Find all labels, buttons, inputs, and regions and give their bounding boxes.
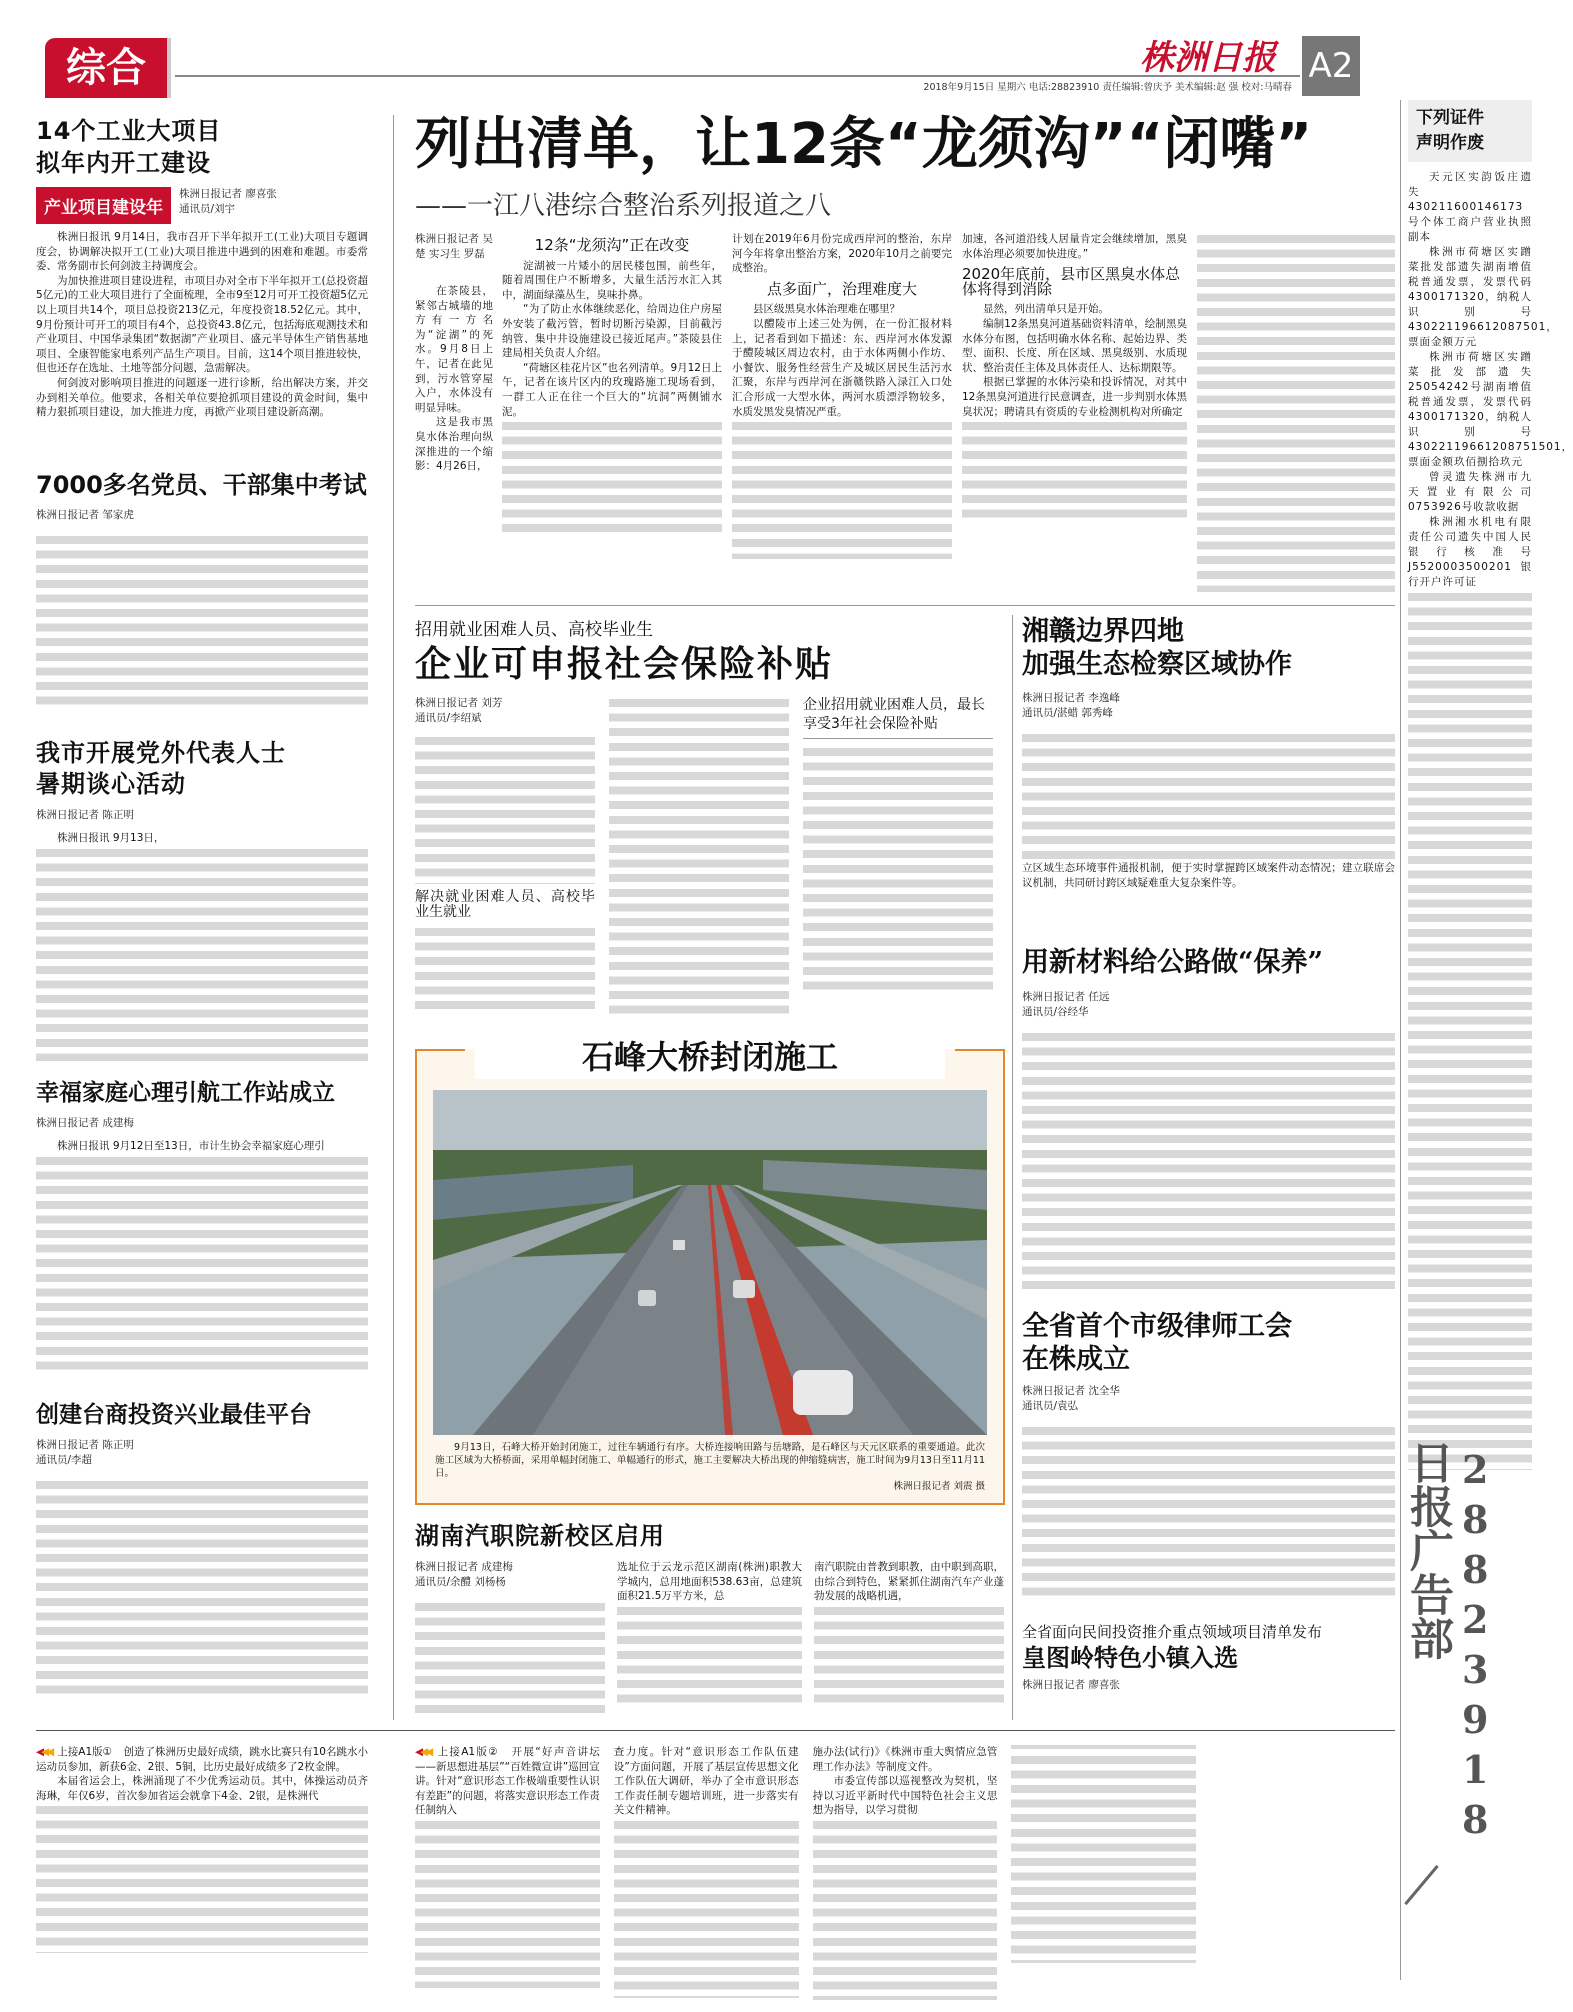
kicker: 全省面向民间投资推介重点领域项目清单发布	[1022, 1623, 1323, 1641]
subheading: 点多面广，治理难度大	[766, 279, 917, 298]
article-xianggan	[1022, 615, 1395, 890]
lead-col-5	[1197, 232, 1395, 592]
paragraph: “为了防止水体继续恶化，给周边住户房屋外安装了截污管，暂时切断污染源，目前截污纳管、集中井设施建设已接近尾声。”茶陵县住建局相关负责人介绍。	[502, 303, 722, 360]
newspaper-logo: 株洲日报	[1140, 38, 1276, 78]
article-exam	[36, 468, 368, 708]
article-non-party	[36, 738, 368, 1061]
byline: 株洲日报记者 邹家虎	[36, 509, 134, 521]
caption-text: 9月13日，石峰大桥开始封闭施工，过往车辆通行有序。大桥连接响田路与岳塘路，是石峰区与天元区联系的重要通道。此次施工区域为大桥桥面，采用单幅封闭施工、单幅通行的形式，施工主要解决大桥出现的伸缩缝病害，施工时间为9月13日至11月11日。	[435, 1442, 985, 1479]
paragraph: 株洲日报讯 9月14日，我市召开下半年拟开工(工业)大项目专题调度会，协调解决拟开工(工业)大项目推进中遇到的困难和难题。市委常委、常务副市长何剑波主持调度会。	[36, 231, 368, 273]
notice-item: 株洲湘水机电有限责任公司遗失中国人民银行核准号J5520003500201银行开户许可证	[1408, 516, 1532, 588]
jump-label: 上接A1版②	[436, 1746, 499, 1758]
byline: 株洲日报记者 廖喜张	[1022, 1679, 1120, 1691]
paragraph: 选址位于云龙示范区湖南(株洲)职教大学城内，总用地面积538.63亩，总建筑面积21.5万平方米，总	[617, 1561, 802, 1603]
section-rule	[36, 1730, 1395, 1731]
byline: 株洲日报记者 刘芳	[415, 697, 503, 709]
ad-department-label: 日报广告部	[1402, 1440, 1453, 1660]
paragraph: “荷塘区桂花片区”也名列清单。9月12日上午，记者在该片区内的玫瑰路施工现场看到，一群工人正在往一个巨大的“坑洞”两侧铺水泥。	[502, 361, 722, 418]
masthead-rule	[175, 75, 1300, 77]
notices-header	[1408, 100, 1532, 162]
headline: 湘赣边界四地	[1022, 616, 1184, 647]
byline: 通讯员/余醴 刘杨杨	[415, 1576, 506, 1588]
headline: 用新材料给公路做“保养”	[1022, 947, 1324, 978]
paragraph: 显然，列出清单只是开始。	[983, 303, 1109, 316]
dateline: 2018年9月15日 星期六 电话:28823910 责任编辑:曾庆予 美术编辑:赵 强 校对:马晴春	[923, 82, 1292, 93]
byline: 通讯员/刘宇	[179, 203, 236, 215]
jump-label: 上接A1版①	[57, 1746, 113, 1758]
column-tag: 产业项目建设年	[36, 187, 171, 224]
paragraph: 县区级黑臭水体治理难在哪里？	[753, 303, 900, 316]
headline: 我市开展党外代表人士	[36, 739, 286, 767]
paragraph: 施办法(试行)》《株洲市重大舆情应急管理工作办法》等制度文件。	[812, 1746, 998, 1773]
byline: 株洲日报记者 吴楚 实习生 罗磊	[415, 233, 493, 260]
notices-title: 声明作废	[1416, 133, 1484, 153]
byline: 株洲日报记者 陈正明	[36, 809, 134, 821]
headline: 皇图岭特色小镇入选	[1022, 1643, 1238, 1672]
continued-arrow-icon: ◀◀◀	[415, 1746, 431, 1758]
paragraph: 为加快推进项目建设进程，市项目办对全市下半年拟开工(总投资超5亿元)的工业大项目进行了全面梳理，全市9至12月可开工投资超5亿元以上项目共14个，项目总投资213亿元，年度投资18.52亿元。其中，9月份预计可开工的项目有4个，总投资43.8亿元，包括海底观测技术和产业项目、中国华录集团“数据湖”产业项目、盛元半导体生产销售基地项目、全康智能家电系列产品生产项目。目前，这14个项目推进较快，但也还存在选址、土地等部分问题，急需解决。	[36, 274, 368, 375]
article-taiwan-investment	[36, 1400, 368, 1698]
article-family-station	[36, 1078, 368, 1374]
paragraph: 根据已掌握的水体污染和投诉情况，对其中12条黑臭河道进行民意调查，进一步判别水体黑臭状况；聘请具有资质的专业检测机构对所确定	[962, 376, 1187, 418]
lead-col-4	[962, 232, 1187, 597]
paragraph: 查力度。针对“意识形态工作队伍建设”方面问题，开展了基层宣传思想文化工作队伍大调研，举办了全市意识形态工作责任制专题培训班，进一步落实有关文件精神。	[613, 1746, 799, 1817]
article-industrial-projects	[36, 115, 368, 442]
ad-phone: 28823918	[1462, 1447, 1489, 1842]
headline: 暑期谈心活动	[36, 770, 186, 798]
column-rule	[393, 115, 394, 1720]
article-body	[36, 1478, 368, 1698]
byline: 株洲日报记者 沈全华	[1022, 1385, 1120, 1397]
subheading: 2020年底前，县市区黑臭水体总体将得到消除	[962, 265, 1181, 298]
article-road-material	[1022, 946, 1395, 1290]
notice-item: 曾灵遗失株洲市九天置业有限公司0753926号收款收据	[1408, 471, 1532, 513]
byline: 株洲日报记者 成建梅	[36, 1117, 134, 1129]
subheading: 12条“龙须沟”正在改变	[534, 236, 690, 254]
paragraph: 立区域生态环境事件通报机制，便于实时掌握跨区域案件动态情况；建立联席会议机制，共同研讨跨区域疑难重大复杂案件等。	[1022, 862, 1395, 889]
notice-item: 天元区实韵饭庄遗失430211600146173号个体工商户营业执照副本	[1408, 171, 1532, 243]
headline: 加强生态检察区域协作	[1022, 649, 1292, 680]
byline: 株洲日报记者 李逸峰	[1022, 692, 1120, 704]
headline: 7000多名党员、干部集中考试	[36, 471, 367, 499]
section-rule	[415, 605, 1395, 606]
paragraph: 以醴陵市上述三处为例，在一份汇报材料上，记者看到如下描述：东、西岸河水体发源于醴陵城区周边农村，由于水体两侧小作坊、小餐饮、服务性经营生产及城区居民生活污水汇聚，东岸与西岸河在浙赣铁路入渌江入口处汇合形成一大型水体，两河水质漂浮物较多，水质发黑发臭情况严重。	[732, 317, 952, 418]
bridge-photo	[433, 1090, 987, 1435]
byline: 株洲日报记者 廖喜张	[179, 188, 277, 200]
page-number: A2	[1302, 36, 1360, 96]
lead-col-1	[415, 232, 493, 592]
notice-item: 株洲市荷塘区实蹭菜批发部遗失湖南增值税普通发票，发票代码4300171320，纳税人识别号430221196612087501，票面金额万元	[1408, 246, 1558, 348]
photo-title: 石峰大桥封闭施工	[475, 1035, 945, 1079]
column-rule	[1400, 100, 1401, 1980]
article-social-insurance	[415, 615, 1005, 1015]
continued-story-2	[415, 1745, 1395, 2000]
paragraph: 计划在2019年6月份完成西岸河的整治，东岸河今年将拿出整治方案，2020年10月之前要完成整治。	[732, 233, 952, 275]
photo-caption	[435, 1441, 985, 1493]
paragraph: 编制12条黑臭河道基础资料清单，绘制黑臭水体分布图，包括明确水体名称、起始边界、类型、面积、长度、所在区域、黑臭级别、水质现状、整治责任主体及具体责任人、达标期限等。	[962, 317, 1187, 374]
paragraph: 加速，各河道沿线人居量肯定会继续增加，黑臭水体治理必须要加快进度。”	[962, 233, 1187, 260]
headline: 拟年内开工建设	[36, 149, 211, 177]
headline: 幸福家庭心理引航工作站成立	[36, 1080, 335, 1106]
headline: 在株成立	[1022, 1344, 1130, 1375]
paragraph: 何剑波对影响项目推进的问题逐一进行诊断，给出解决方案，并交办到相关单位。他要求，各相关单位要抢抓项目建设的黄金时间，集中精力狠抓项目建设，加大推进力度，再掀产业项目建设新高潮。	[36, 376, 368, 419]
subheading: 解决就业困难人员、高校毕业生就业	[415, 889, 595, 920]
column-rule	[1012, 615, 1013, 1720]
paragraph: 淀湖被一片矮小的居民楼包围，前些年，随着周围住户不断增多，大量生活污水汇入其中，湖面绿藻丛生，臭味扑鼻。	[502, 259, 722, 301]
byline: 通讯员/湛蜡 郭秀峰	[1022, 707, 1113, 719]
article-huangtuling	[1022, 1622, 1395, 1693]
section-tab: 综合	[45, 38, 167, 98]
lead-col-2	[502, 232, 722, 597]
byline: 株洲日报记者 成建梅	[415, 1561, 513, 1573]
kicker: 招用就业困难人员、高校毕业生	[415, 620, 653, 640]
byline: 通讯员/李绍斌	[415, 712, 482, 724]
headline: 全省首个市级律师工会	[1022, 1311, 1292, 1342]
paragraph: 这是我市黑臭水体治理向纵深推进的一个缩影：4月26日，	[415, 416, 493, 473]
article-body	[609, 696, 789, 1015]
headline: 创建台商投资兴业最佳平台	[36, 1402, 312, 1428]
lead-headline: 列出清单，让12条“龙须沟”“闭嘴”	[415, 112, 1313, 177]
paragraph: 创造了株洲历史最好成绩，跳水比赛只有10名跳水小运动员参加，新获6金、2银、5铜，比历史最好成绩多了2枚金牌。	[36, 1746, 368, 1773]
paragraph: 株洲日报讯 9月13日，	[57, 832, 165, 844]
byline: 株洲日报记者 任远	[1022, 991, 1110, 1003]
paragraph: 南汽职院由普教到职教，由中职到高职，由综合到特色，紧紧抓住湖南汽车产业蓬勃发展的战略机遇，	[814, 1561, 1004, 1603]
article-body	[36, 846, 368, 1061]
headline: 企业可申报社会保险补贴	[415, 643, 834, 685]
article-body	[36, 230, 368, 442]
paragraph: 本届省运会上，株洲涌现了不少优秀运动员。其中，体操运动员齐海琳，年仅6岁，首次参加省运会就拿下4金、2银，是株洲代	[36, 1775, 368, 1802]
lead-subtitle: ——一江八港综合整治系列报道之八	[415, 191, 832, 221]
article-body	[36, 533, 368, 708]
byline: 株洲日报记者 陈正明	[36, 1439, 134, 1451]
lead-col-3	[732, 232, 952, 597]
article-auto-college	[415, 1520, 1005, 1720]
photo-feature	[415, 1035, 1005, 1505]
paragraph: 市委宣传部以巡视整改为契机，坚持以习近平新时代中国特色社会主义思想为指导，以学习贯彻	[812, 1775, 998, 1817]
notices-list	[1408, 170, 1573, 1400]
article-lawyer-union	[1022, 1310, 1395, 1599]
photo-credit: 株洲日报记者 刘震 摄	[893, 1481, 985, 1492]
paragraph: 开展“好声音讲坛——新思想进基层”“百姓微宣讲”巡回宣讲。针对“意识形态工作极端重要性认识有差距”的问题，将落实意识形态工作责任制纳入	[415, 1746, 600, 1817]
byline: 通讯员/谷经华	[1022, 1006, 1089, 1018]
notices-title: 下列证件	[1416, 108, 1484, 128]
headline: 湖南汽职院新校区启用	[415, 1522, 665, 1550]
continued-arrow-icon: ◀◀◀	[36, 1746, 52, 1758]
notice-item: 株洲市荷塘区实蹭菜批发部遗失25054242号湖南增值税普通发票，发票代码4300171320，纳税人识别号43022119661208751501，票面金额玖佰捌拾玖元	[1408, 351, 1573, 468]
paragraph: 在茶陵县，紧邻古城墙的地方有一方名为“淀湖”的死水。9月8日上午，记者在此见到，污水管穿屋入户，水体没有明显异味。	[415, 285, 493, 414]
paragraph: 株洲日报讯 9月12日至13日，市计生协会幸福家庭心理引	[57, 1140, 325, 1152]
headline: 14个工业大项目	[36, 117, 222, 145]
ad-slash	[1404, 1865, 1438, 1905]
byline: 通讯员/袁弘	[1022, 1400, 1079, 1412]
byline: 通讯员/李超	[36, 1454, 93, 1466]
article-body	[36, 1154, 368, 1374]
continued-story-1	[36, 1745, 368, 2000]
pull-quote: 企业招用就业困难人员，最长享受3年社会保险补贴	[803, 696, 993, 739]
